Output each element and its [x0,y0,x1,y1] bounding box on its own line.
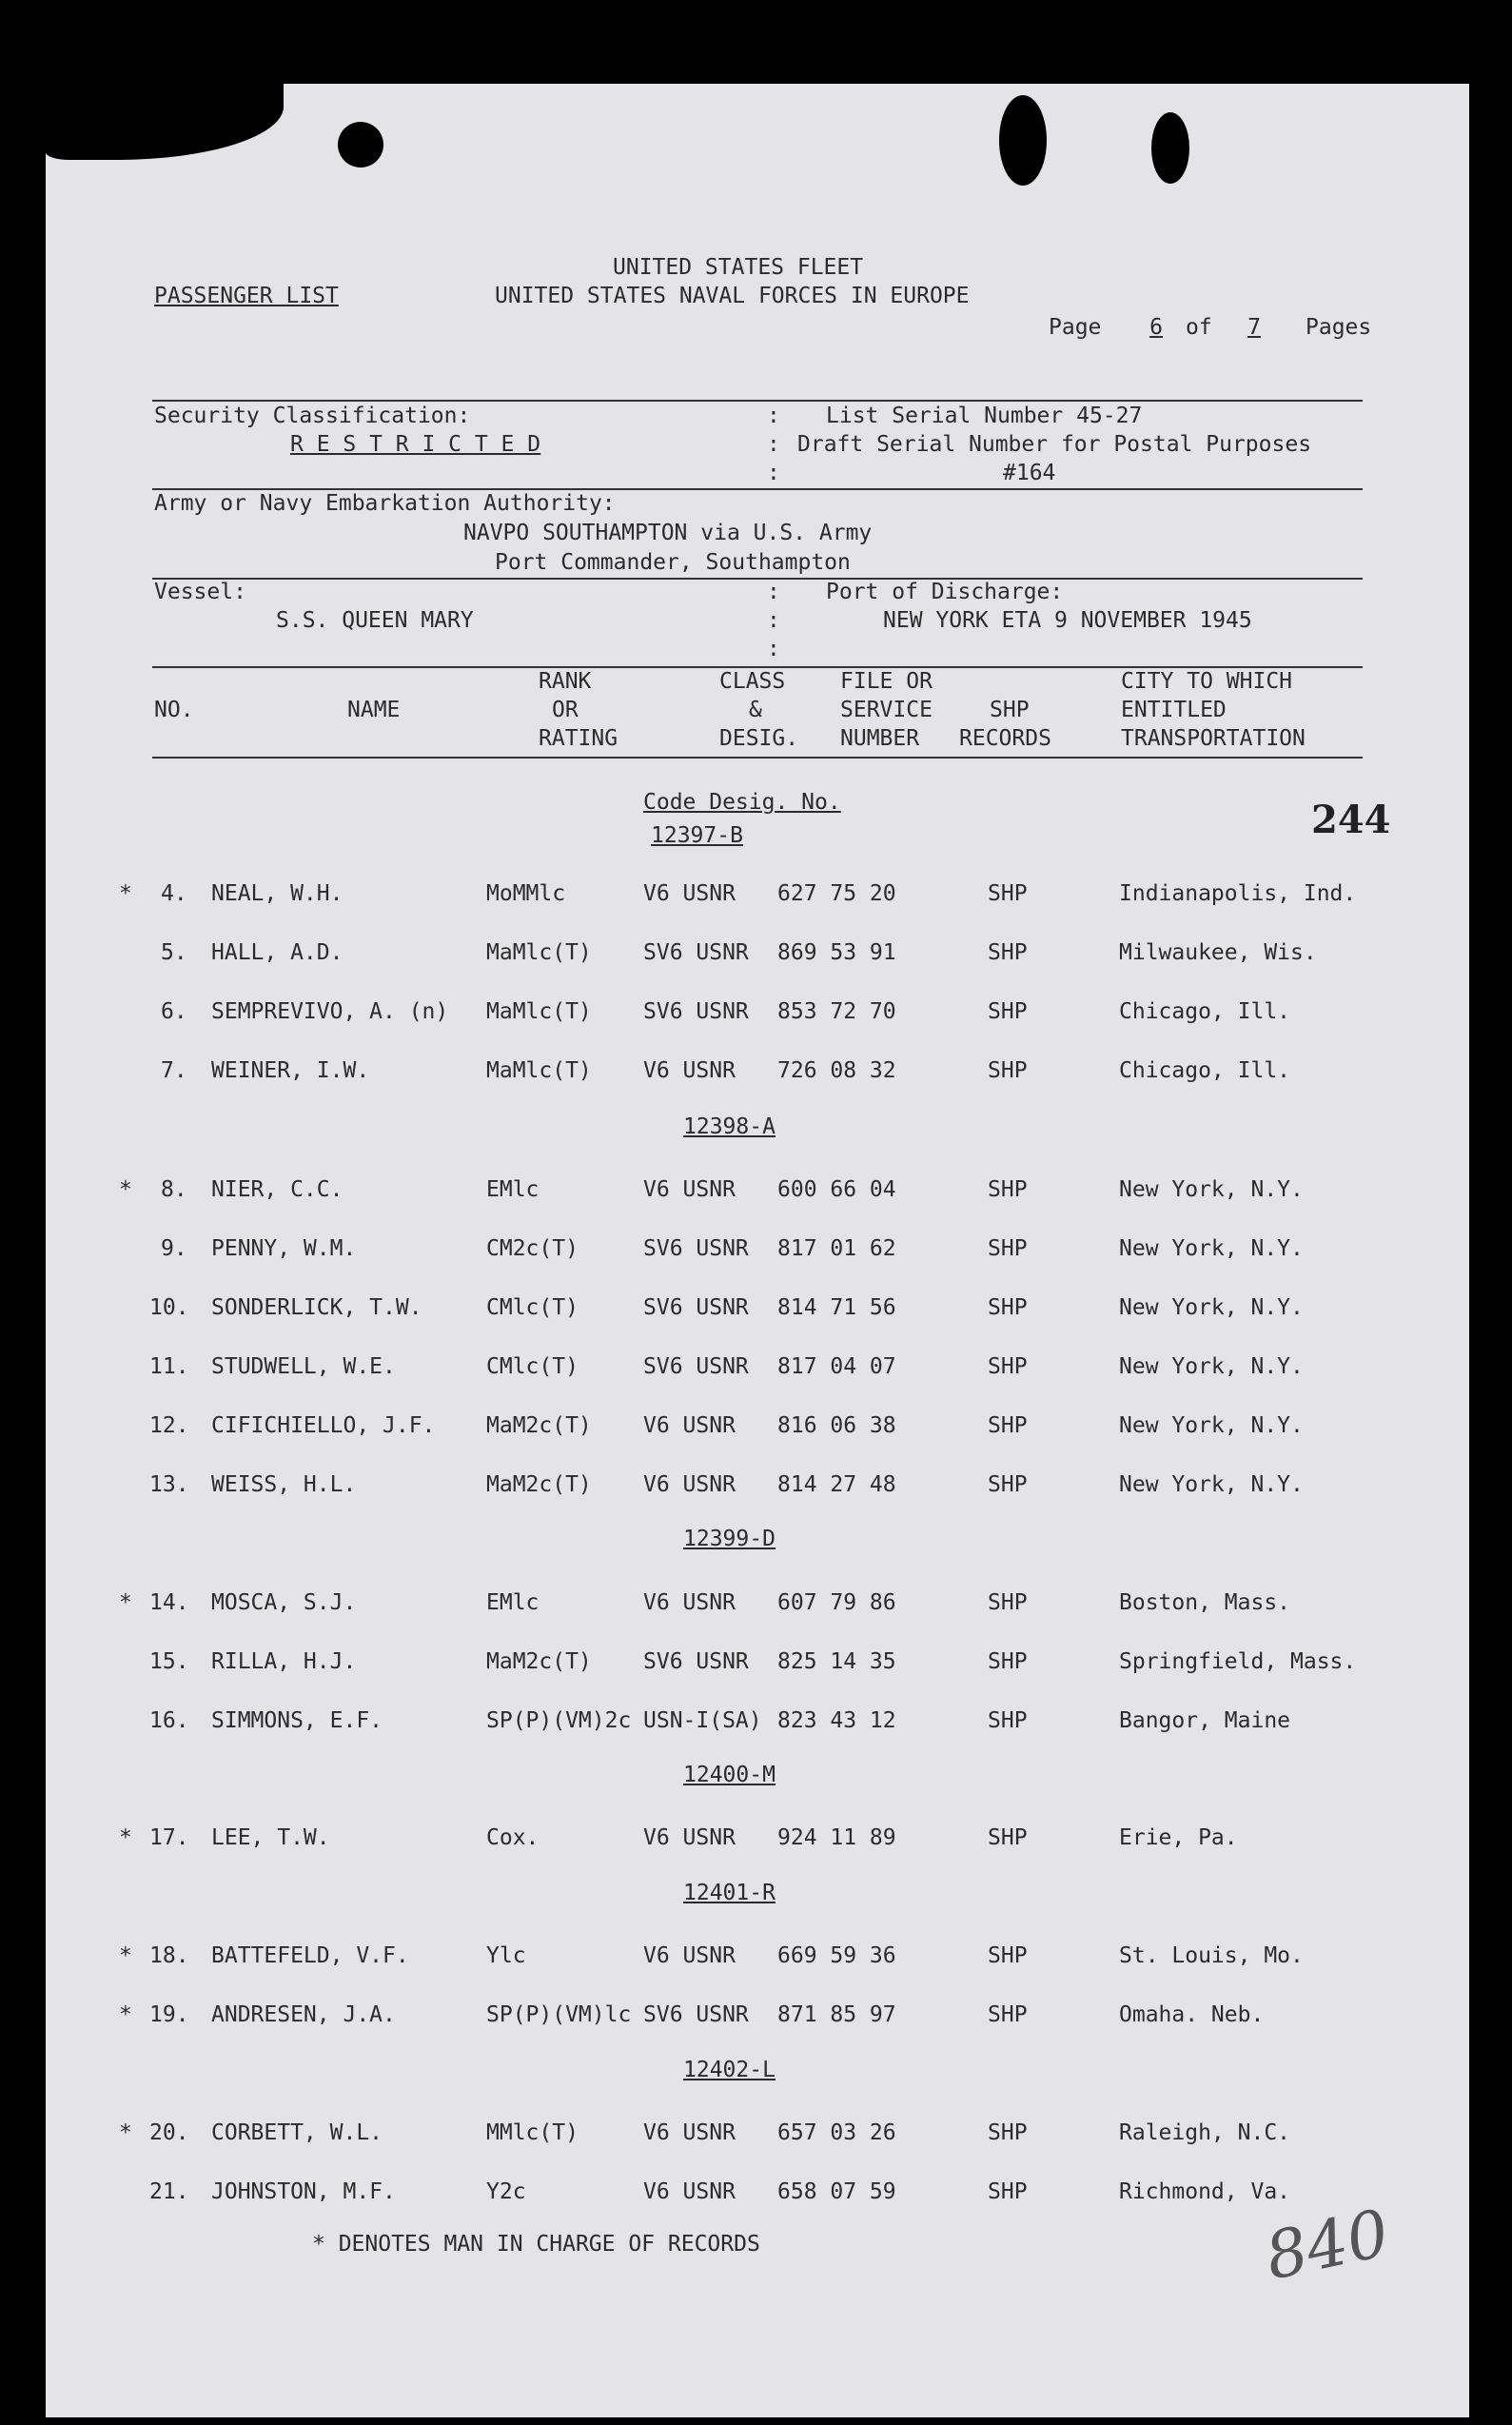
table-row [0,2002,1512,2035]
cell-cls: USN-I(SA) [643,1708,762,1733]
cell-name: PENNY, W.M. [211,1236,357,1261]
cell-city: Omaha. Neb. [1119,2002,1265,2027]
page-number: 6 [1149,315,1163,340]
cell-cls: SV6 USNR [643,1354,749,1379]
colon: : [767,608,780,633]
cell-svc: 607 79 86 [777,1590,896,1615]
punch-hole [999,95,1047,186]
cell-no: 15. [149,1649,189,1674]
col-rank-2: OR [552,698,579,722]
table-row [0,1236,1512,1269]
cell-no: 20. [149,2120,189,2145]
page-label: Page [1049,315,1102,340]
cell-rank: EMlc [486,1177,540,1202]
cell-shp: SHP [988,2120,1028,2145]
draft-serial-number: #164 [1003,461,1056,485]
cell-no: 9. [161,1236,187,1261]
org-line-1: UNITED STATES FLEET [613,255,864,280]
cell-city: Chicago, Ill. [1119,999,1291,1024]
cell-cls: SV6 USNR [643,1236,749,1261]
handwritten-number: 840 [1259,2196,1396,2296]
table-row [0,1708,1512,1741]
embarkation-line-1: NAVPO SOUTHAMPTON via U.S. Army [463,521,873,545]
cell-rank: EMlc [486,1590,540,1615]
cell-cls: V6 USNR [643,1590,736,1615]
cell-shp: SHP [988,1708,1028,1733]
cell-cls: V6 USNR [643,2179,736,2204]
cell-rank: Cox. [486,1825,540,1850]
cell-star: * [119,2002,132,2027]
cell-city: New York, N.Y. [1119,1354,1304,1379]
table-row [0,999,1512,1032]
table-row [0,1649,1512,1682]
cell-rank: MaMlc(T) [486,1058,592,1083]
colon: : [767,432,780,457]
cell-city: Springfield, Mass. [1119,1649,1357,1674]
discharge-port: NEW YORK ETA 9 NOVEMBER 1945 [883,608,1252,633]
list-serial-number: List Serial Number 45-27 [826,404,1143,428]
vessel-name: S.S. QUEEN MARY [276,608,474,633]
cell-shp: SHP [988,1943,1028,1968]
cell-svc: 924 11 89 [777,1825,896,1850]
cell-city: New York, N.Y. [1119,1236,1304,1261]
divider [152,400,1363,402]
draft-serial-label: Draft Serial Number for Postal Purposes [797,432,1312,457]
table-row [0,1413,1512,1446]
cell-star: * [119,1590,132,1615]
table-row [0,940,1512,973]
colon: : [767,637,780,661]
cell-name: RILLA, H.J. [211,1649,357,1674]
cell-svc: 814 71 56 [777,1295,896,1320]
cell-city: Chicago, Ill. [1119,1058,1291,1083]
cell-name: HALL, A.D. [211,940,344,965]
cell-star: * [119,1825,132,1850]
cell-name: CORBETT, W.L. [211,2120,383,2145]
vessel-label: Vessel: [154,580,246,604]
cell-star: * [119,2120,132,2145]
code-designation: 12400-M [683,1763,776,1787]
cell-svc: 817 01 62 [777,1236,896,1261]
footer-note: * DENOTES MAN IN CHARGE OF RECORDS [312,2232,760,2257]
cell-cls: V6 USNR [643,1177,736,1202]
cell-name: SONDERLICK, T.W. [211,1295,422,1320]
cell-shp: SHP [988,1413,1028,1438]
cell-name: CIFICHIELLO, J.F. [211,1413,436,1438]
table-row [0,2179,1512,2212]
cell-svc: 669 59 36 [777,1943,896,1968]
colon: : [767,461,780,485]
cell-svc: 726 08 32 [777,1058,896,1083]
cell-svc: 600 66 04 [777,1177,896,1202]
col-class-2: & [749,698,762,722]
cell-city: Bangor, Maine [1119,1708,1291,1733]
cell-svc: 814 27 48 [777,1472,896,1497]
cell-shp: SHP [988,1354,1028,1379]
cell-no: 14. [149,1590,189,1615]
cell-rank: MaMlc(T) [486,940,592,965]
cell-no: 18. [149,1943,189,1968]
cell-svc: 657 03 26 [777,2120,896,2145]
cell-city: Richmond, Va. [1119,2179,1291,2204]
cell-name: LEE, T.W. [211,1825,330,1850]
cell-name: NEAL, W.H. [211,881,344,906]
cell-shp: SHP [988,940,1028,965]
cell-no: 11. [149,1354,189,1379]
cell-no: 5. [161,940,187,965]
pages-label: Pages [1306,315,1372,340]
cell-city: Boston, Mass. [1119,1590,1291,1615]
page-total: 7 [1247,315,1261,340]
col-name: NAME [347,698,401,722]
col-rank-3: RATING [539,726,619,751]
cell-shp: SHP [988,881,1028,906]
cell-no: 16. [149,1708,189,1733]
embarkation-label: Army or Navy Embarkation Authority: [154,491,616,516]
cell-cls: V6 USNR [643,881,736,906]
table-row [0,1943,1512,1976]
cell-svc: 853 72 70 [777,999,896,1024]
col-no: NO. [154,698,194,722]
cell-no: 13. [149,1472,189,1497]
cell-name: MOSCA, S.J. [211,1590,357,1615]
cell-svc: 658 07 59 [777,2179,896,2204]
page-stamp: 244 [1311,798,1391,842]
table-row [0,1295,1512,1328]
col-city-1: CITY TO WHICH [1121,669,1293,694]
cell-name: BATTEFELD, V.F. [211,1943,409,1968]
col-shp-2: RECORDS [959,726,1051,751]
col-file-3: NUMBER [840,726,920,751]
cell-shp: SHP [988,1236,1028,1261]
cell-shp: SHP [988,1058,1028,1083]
cell-name: STUDWELL, W.E. [211,1354,396,1379]
cell-cls: V6 USNR [643,2120,736,2145]
table-row [0,1472,1512,1505]
cell-no: 8. [161,1177,187,1202]
cell-name: SIMMONS, E.F. [211,1708,383,1733]
cell-rank: Ylc [486,1943,526,1968]
cell-rank: Y2c [486,2179,526,2204]
col-class-1: CLASS [719,669,786,694]
cell-shp: SHP [988,1472,1028,1497]
code-designation: 12397-B [651,823,743,848]
cell-name: WEINER, I.W. [211,1058,370,1083]
cell-cls: SV6 USNR [643,940,749,965]
cell-city: New York, N.Y. [1119,1177,1304,1202]
cell-shp: SHP [988,1295,1028,1320]
col-class-3: DESIG. [719,726,799,751]
cell-svc: 627 75 20 [777,881,896,906]
cell-rank: MMlc(T) [486,2120,579,2145]
cell-cls: SV6 USNR [643,1295,749,1320]
cell-city: St. Louis, Mo. [1119,1943,1304,1968]
col-shp-1: SHP [990,698,1030,722]
table-row [0,2120,1512,2153]
code-designation: 12401-R [683,1881,776,1905]
cell-rank: MaM2c(T) [486,1649,592,1674]
cell-city: New York, N.Y. [1119,1295,1304,1320]
cell-name: SEMPREVIVO, A. (n) [211,999,449,1024]
table-row [0,1177,1512,1210]
org-line-2: UNITED STATES NAVAL FORCES IN EUROPE [495,284,970,308]
col-file-1: FILE OR [840,669,933,694]
cell-cls: V6 USNR [643,1413,736,1438]
cell-rank: CMlc(T) [486,1295,579,1320]
cell-cls: V6 USNR [643,1472,736,1497]
cell-city: New York, N.Y. [1119,1413,1304,1438]
cell-rank: CM2c(T) [486,1236,579,1261]
code-desig-header: Code Desig. No. [643,790,841,815]
col-file-2: SERVICE [840,698,933,722]
cell-city: Raleigh, N.C. [1119,2120,1291,2145]
col-city-3: TRANSPORTATION [1121,726,1306,751]
cell-rank: CMlc(T) [486,1354,579,1379]
cell-no: 17. [149,1825,189,1850]
cell-no: 4. [161,881,187,906]
cell-shp: SHP [988,2179,1028,2204]
cell-name: WEISS, H.L. [211,1472,357,1497]
cell-city: Erie, Pa. [1119,1825,1238,1850]
table-row [0,881,1512,914]
cell-no: 21. [149,2179,189,2204]
cell-svc: 823 43 12 [777,1708,896,1733]
cell-shp: SHP [988,1590,1028,1615]
cell-name: JOHNSTON, M.F. [211,2179,396,2204]
cell-cls: SV6 USNR [643,2002,749,2027]
cell-star: * [119,881,132,906]
cell-shp: SHP [988,1649,1028,1674]
table-row [0,1058,1512,1091]
colon: : [767,580,780,604]
divider [152,757,1363,759]
cell-no: 6. [161,999,187,1024]
cell-cls: SV6 USNR [643,999,749,1024]
cell-no: 12. [149,1413,189,1438]
cell-star: * [119,1177,132,1202]
cell-svc: 817 04 07 [777,1354,896,1379]
cell-svc: 816 06 38 [777,1413,896,1438]
discharge-label: Port of Discharge: [826,580,1064,604]
cell-svc: 871 85 97 [777,2002,896,2027]
cell-city: New York, N.Y. [1119,1472,1304,1497]
of-label: of [1186,315,1212,340]
table-row [0,1354,1512,1387]
cell-cls: V6 USNR [643,1943,736,1968]
colon: : [767,404,780,428]
cell-rank: MoMMlc [486,881,566,906]
cell-shp: SHP [988,1177,1028,1202]
cell-shp: SHP [988,1825,1028,1850]
cell-rank: MaM2c(T) [486,1472,592,1497]
cell-city: Indianapolis, Ind. [1119,881,1357,906]
security-label: Security Classification: [154,404,471,428]
cell-shp: SHP [988,2002,1028,2027]
col-city-2: ENTITLED [1121,698,1227,722]
cell-svc: 825 14 35 [777,1649,896,1674]
cell-rank: MaM2c(T) [486,1413,592,1438]
cell-svc: 869 53 91 [777,940,896,965]
cell-name: ANDRESEN, J.A. [211,2002,396,2027]
code-designation: 12399-D [683,1527,776,1551]
cell-city: Milwaukee, Wis. [1119,940,1317,965]
cell-cls: V6 USNR [643,1058,736,1083]
punch-hole [1151,112,1189,184]
code-designation: 12398-A [683,1114,776,1139]
cell-star: * [119,1943,132,1968]
divider [152,578,1363,580]
document-title: PASSENGER LIST [154,284,339,308]
punch-hole [338,122,383,168]
cell-rank: SP(P)(VM)lc [486,2002,632,2027]
cell-name: NIER, C.C. [211,1177,344,1202]
cell-rank: SP(P)(VM)2c [486,1708,632,1733]
cell-no: 10. [149,1295,189,1320]
embarkation-line-2: Port Commander, Southampton [495,550,851,575]
cell-rank: MaMlc(T) [486,999,592,1024]
cell-cls: V6 USNR [643,1825,736,1850]
table-row [0,1590,1512,1623]
cell-no: 19. [149,2002,189,2027]
col-rank-1: RANK [539,669,592,694]
cell-cls: SV6 USNR [643,1649,749,1674]
code-designation: 12402-L [683,2058,776,2082]
security-classification: R E S T R I C T E D [290,432,541,457]
cell-no: 7. [161,1058,187,1083]
cell-shp: SHP [988,999,1028,1024]
table-row [0,1825,1512,1858]
